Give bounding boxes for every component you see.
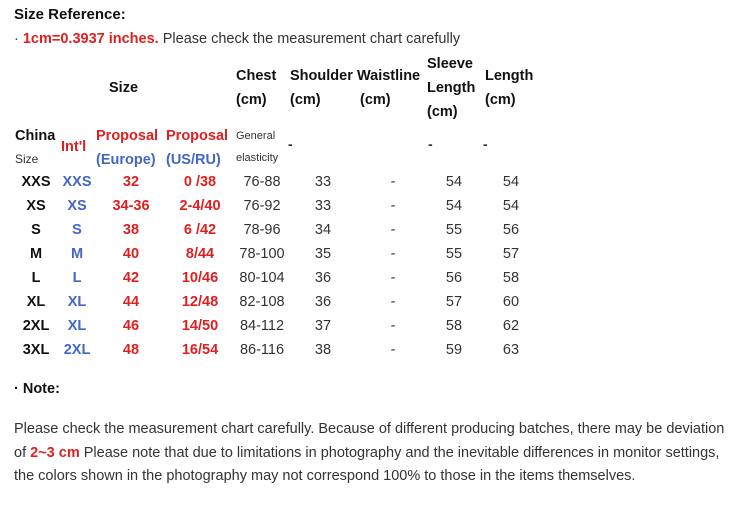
cell-eu: 48 <box>122 342 140 358</box>
cell-eu: 38 <box>122 222 140 238</box>
cell-shoulder: 36 <box>314 270 332 286</box>
header-length-label: Length <box>485 68 534 84</box>
cell-china: M <box>29 246 43 262</box>
header-size: Size <box>109 80 139 96</box>
header-waistline-unit: (cm) <box>360 92 391 108</box>
cell-shoulder: 37 <box>314 318 332 334</box>
cell-chest: 78-96 <box>243 222 281 238</box>
subheader-china <box>15 124 55 170</box>
cell-intl: S <box>72 222 82 238</box>
cell-shoulder: 35 <box>314 246 332 262</box>
cell-chest: 82-108 <box>239 294 285 310</box>
cell-length: 56 <box>502 222 520 238</box>
cell-shoulder: 33 <box>314 198 332 214</box>
note-text-before: Please check the measurement chart carefully. Because of different producing batches, there may be deviation of <box>14 421 725 461</box>
header-shoulder <box>290 64 353 112</box>
cell-intl: XL <box>67 294 87 310</box>
subheader-eu-label: Proposal <box>96 128 159 144</box>
header-chest-label: Chest <box>236 68 277 84</box>
cell-us: 0 /38 <box>183 174 217 190</box>
cell-china: S <box>31 222 41 238</box>
cell-eu: 42 <box>122 270 140 286</box>
subheader-us-region: (US/RU) <box>166 152 221 168</box>
cell-intl: XS <box>67 198 87 214</box>
cell-us: 12/48 <box>181 294 219 310</box>
cell-length: 57 <box>502 246 520 262</box>
subheader-intl: Int'l <box>61 139 87 155</box>
cell-shoulder: 33 <box>314 174 332 190</box>
cell-chest: 76-92 <box>243 198 281 214</box>
note-text-after: Please note that due to limitations in photography and the inevitable differences in monitor settings, the colors shown in the photography may not correspond 100% to those in the items themselves. <box>14 444 720 484</box>
cell-china: 3XL <box>22 342 50 358</box>
header-shoulder-unit: (cm) <box>290 92 321 108</box>
cell-us: 16/54 <box>181 342 219 358</box>
header-length <box>485 64 533 112</box>
conversion-line <box>14 31 460 47</box>
cell-shoulder: 36 <box>314 294 332 310</box>
cell-us: 8/44 <box>185 246 215 262</box>
subheader-chest <box>236 125 278 169</box>
cell-waist: - <box>390 174 396 190</box>
cell-sleeve: 56 <box>445 270 463 286</box>
cell-length: 54 <box>502 174 520 190</box>
cell-waist: - <box>390 270 396 286</box>
cell-china: XS <box>26 198 46 214</box>
subheader-us-label: Proposal <box>166 128 229 144</box>
header-waistline <box>357 64 420 112</box>
cell-shoulder: 34 <box>314 222 332 238</box>
cell-china: 2XL <box>22 318 50 334</box>
page-title: Size Reference: <box>14 6 126 23</box>
cell-us: 2-4/40 <box>179 198 221 214</box>
cell-intl: XL <box>67 318 87 334</box>
subheader-china-size: Size <box>15 152 39 166</box>
cell-waist: - <box>390 342 396 358</box>
subheader-chest-general: General <box>236 130 276 142</box>
header-chest-unit: (cm) <box>236 92 267 108</box>
cell-us: 10/46 <box>181 270 219 286</box>
cell-intl: 2XL <box>63 342 91 358</box>
subheader-chest-elasticity: elasticity <box>236 152 279 164</box>
cell-waist: - <box>390 318 396 334</box>
header-chest <box>236 64 276 112</box>
cell-china: L <box>31 270 41 286</box>
cell-length: 60 <box>502 294 520 310</box>
header-waistline-label: Waistline <box>357 68 421 84</box>
header-sleeve-label-2: Length <box>427 80 476 96</box>
header-shoulder-label: Shoulder <box>290 68 353 84</box>
subheader-eu <box>96 124 158 172</box>
cell-eu: 44 <box>122 294 140 310</box>
cell-length: 63 <box>502 342 520 358</box>
cell-sleeve: 58 <box>445 318 463 334</box>
note-highlight: 2~3 cm <box>30 444 80 461</box>
cell-chest: 76-88 <box>243 174 281 190</box>
cell-waist: - <box>390 198 396 214</box>
note-text <box>14 418 734 489</box>
subheader-eu-region: (Europe) <box>96 152 156 168</box>
cell-sleeve: 55 <box>445 222 463 238</box>
cell-sleeve: 59 <box>445 342 463 358</box>
cell-eu: 40 <box>122 246 140 262</box>
cell-waist: - <box>390 294 396 310</box>
cell-china: XL <box>26 294 46 310</box>
header-sleeve-label: Sleeve <box>427 56 473 72</box>
header-length-unit: (cm) <box>485 92 516 108</box>
cell-chest: 80-104 <box>239 270 285 286</box>
subheader-us <box>166 124 228 172</box>
cell-intl: L <box>72 270 82 286</box>
cell-sleeve: 57 <box>445 294 463 310</box>
cell-chest: 78-100 <box>239 246 285 262</box>
subheader-length-dash: - <box>483 136 488 152</box>
cell-sleeve: 54 <box>445 198 463 214</box>
cell-intl: XXS <box>62 174 92 190</box>
cell-length: 54 <box>502 198 520 214</box>
cell-eu: 46 <box>122 318 140 334</box>
cell-intl: M <box>70 246 84 262</box>
cell-shoulder: 38 <box>314 342 332 358</box>
note-label: · Note: <box>14 381 60 397</box>
cell-length: 58 <box>502 270 520 286</box>
bullet: · <box>14 31 23 47</box>
conversion-text: Please check the measurement chart carefully <box>158 31 461 47</box>
cell-chest: 86-116 <box>239 342 285 358</box>
cell-chest: 84-112 <box>239 318 285 334</box>
cell-waist: - <box>390 246 396 262</box>
cell-china: XXS <box>21 174 51 190</box>
cell-us: 14/50 <box>181 318 219 334</box>
header-sleeve-unit: (cm) <box>427 104 458 120</box>
cell-sleeve: 55 <box>445 246 463 262</box>
cell-sleeve: 54 <box>445 174 463 190</box>
cell-us: 6 /42 <box>183 222 217 238</box>
cell-eu: 32 <box>122 174 140 190</box>
header-sleeve <box>427 52 475 124</box>
subheader-sleeve-dash: - <box>428 136 433 152</box>
conversion-highlight: 1cm=0.3937 inches. <box>22 31 159 47</box>
cell-waist: - <box>390 222 396 238</box>
cell-length: 62 <box>502 318 520 334</box>
subheader-china-label: China <box>15 128 56 144</box>
subheader-shoulder-dash: - <box>288 136 293 152</box>
cell-eu: 34-36 <box>112 198 150 214</box>
